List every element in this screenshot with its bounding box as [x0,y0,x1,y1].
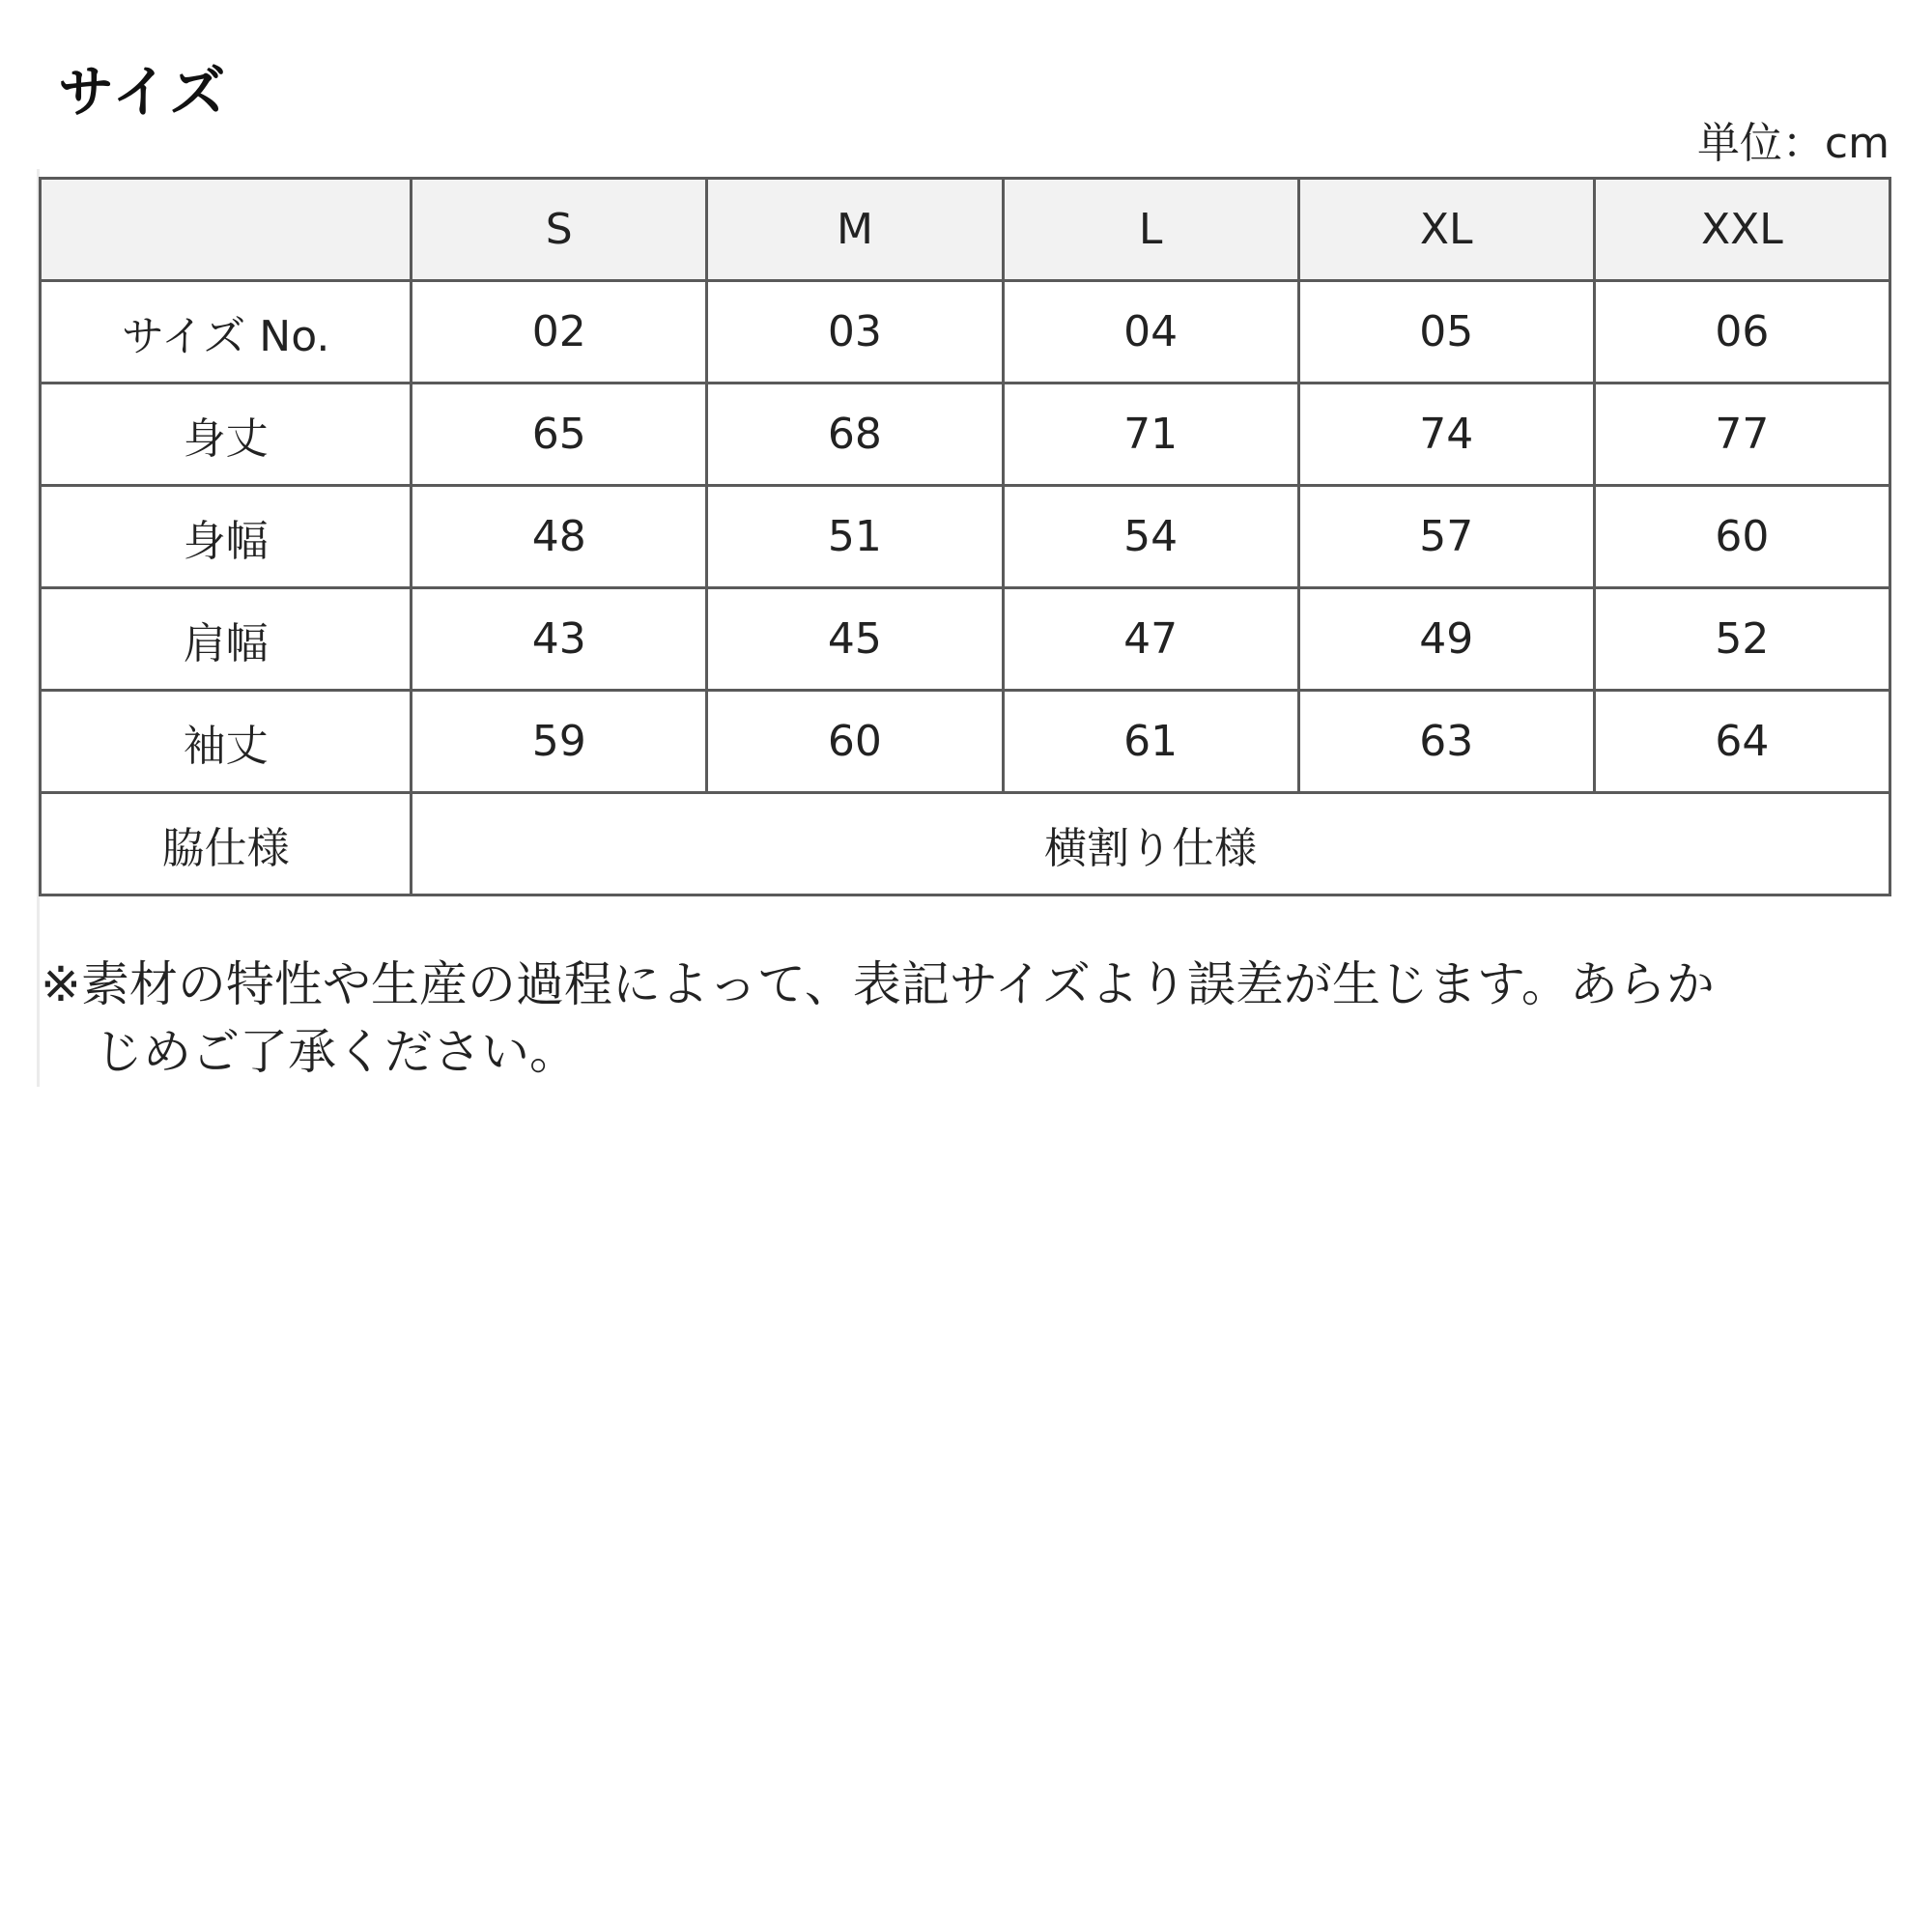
table-row-size-no [41,281,1890,384]
table-cell: 59 [412,691,707,793]
table-cell: 61 [1003,691,1298,793]
table-cell: 47 [1003,588,1298,691]
corner-cell [41,179,412,281]
row-label-sleeve-length: 袖丈 [41,691,412,793]
size-header-m: M [707,179,1003,281]
size-header-l: L [1003,179,1298,281]
size-header-xl: XL [1298,179,1594,281]
table-cell: 51 [707,486,1003,588]
row-label-body-length: 身丈 [41,384,412,486]
size-header-xxl: XXL [1594,179,1889,281]
table-cell: 64 [1594,691,1889,793]
table-cell: 57 [1298,486,1594,588]
table-cell: 45 [707,588,1003,691]
table-cell: 77 [1594,384,1889,486]
table-cell: 68 [707,384,1003,486]
table-cell: 52 [1594,588,1889,691]
size-header-s: S [412,179,707,281]
row-label-side-spec: 脇仕様 [41,793,412,895]
disclaimer-note [41,951,1876,1086]
table-cell: 04 [1003,281,1298,384]
table-cell: 65 [412,384,707,486]
table-cell: 05 [1298,281,1594,384]
table-cell: 49 [1298,588,1594,691]
note-line-2: じめご了承ください。 [95,1024,578,1080]
note-line-1: ※素材の特性や生産の過程によって、表記サイズより誤差が生じます。あらか [41,956,1715,1012]
size-header-row [41,179,1890,281]
table-cell: 63 [1298,691,1594,793]
page-title: サイズ [58,59,228,125]
table-row-body-length [41,384,1890,486]
row-label-shoulder-width: 肩幅 [41,588,412,691]
table-cell: 48 [412,486,707,588]
table-row-body-width [41,486,1890,588]
table-cell: 54 [1003,486,1298,588]
unit-label: 単位：cm [1696,119,1889,168]
table-cell: 60 [707,691,1003,793]
table-cell: 71 [1003,384,1298,486]
table-row-side-spec [41,793,1890,895]
table-cell: 43 [412,588,707,691]
row-label-body-width: 身幅 [41,486,412,588]
table-row-sleeve-length [41,691,1890,793]
table-cell: 74 [1298,384,1594,486]
side-spec-value: 横割り仕様 [412,793,1890,895]
table-row-shoulder-width [41,588,1890,691]
size-table [39,177,1891,896]
table-cell: 03 [707,281,1003,384]
table-cell: 02 [412,281,707,384]
row-label-size-no: サイズ No. [41,281,412,384]
table-cell: 06 [1594,281,1889,384]
table-cell: 60 [1594,486,1889,588]
